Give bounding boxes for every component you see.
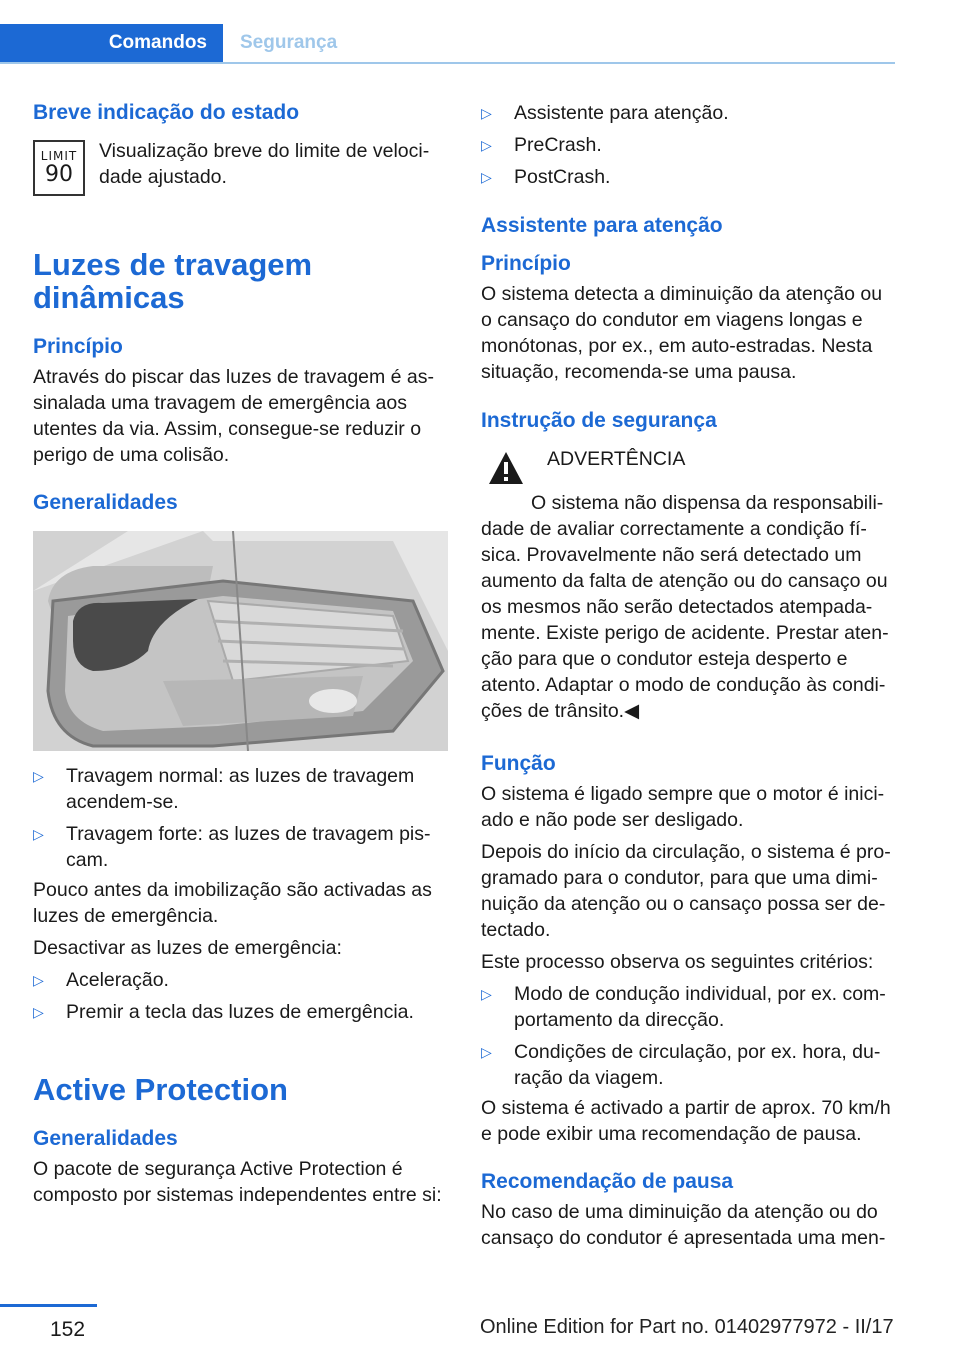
funcao-text-2: Depois do início da circulação, o sistema é pro‐gramado para o condutor, para que uma dimi‐nuição da atenção ou o cansaço possa ser de‐tectado.	[481, 841, 891, 941]
brake-bullets	[33, 763, 448, 873]
deactivate-text: Desactivar as luzes de emergência:	[33, 937, 342, 959]
tail-light-photo	[33, 531, 448, 751]
brief-status-row	[33, 138, 448, 196]
attention-assist-title: Assistente para atenção	[481, 214, 723, 237]
warning-heading: ADVERTÊNCIA	[547, 448, 686, 470]
list-item: ▷ Premir a tecla das luzes de emergência.	[33, 1001, 414, 1023]
tail-light-illustration	[33, 531, 448, 751]
principio-title: Princípio	[33, 335, 123, 358]
triangle-bullet-icon: ▷	[33, 826, 44, 842]
limit-label: LIMIT	[40, 149, 78, 163]
warning-text: O sistema não dispensa da responsabili‐dade de avaliar correctamente a condição fí‐sica. Provavelmente não será detectado um aumento da falta de atenção ou do cansaço ou os mesmos não serão detectados atempada‐mente. Existe perigo de acidente. Prestar aten‐ção para que o condutor esteja desperto e atento. Adaptar o modo de condução às condi‐ções de trânsito.◀	[481, 492, 889, 722]
tab-seguranca[interactable]: Segurança	[240, 32, 338, 53]
list-item: ▷ Travagem normal: as luzes de travagem acendem-se.	[33, 765, 415, 813]
safety-instruction-title: Instrução de segurança	[481, 409, 717, 432]
emergency-lights-text: Pouco antes da imobilização são activadas as luzes de emergência.	[33, 879, 432, 927]
deactivate-bullets	[33, 967, 448, 1025]
list-item: ▷ PreCrash.	[481, 134, 602, 156]
principio-text-right: O sistema detecta a diminuição da atenção ou o cansaço do condutor em viagens longas e monótonas, por ex., em auto-estradas. Nesta situação, recomenda-se uma pausa.	[481, 283, 883, 383]
ap-bullets	[481, 100, 896, 190]
limit-value: 90	[45, 162, 73, 187]
brief-status-title: Breve indicação do estado	[33, 101, 300, 124]
ap-text: O pacote de segurança Active Protection é composto por sistemas independentes entre si:	[33, 1158, 442, 1206]
warning-triangle-icon	[481, 450, 531, 486]
right-column	[481, 100, 896, 1251]
brief-status-text: Visualização breve do limite de veloci‐dade ajustado.	[99, 140, 430, 188]
page-number: 152	[50, 1318, 86, 1341]
tab-comandos[interactable]: Comandos	[0, 24, 223, 62]
active-protection-title: Active Protection	[33, 1072, 288, 1107]
triangle-bullet-icon: ▷	[481, 105, 492, 121]
warning-block	[481, 446, 896, 486]
pause-text: No caso de uma diminuição da atenção ou do cansaço do condutor é apresentada uma men‐	[481, 1201, 886, 1249]
triangle-bullet-icon: ▷	[481, 137, 492, 153]
funcao-text-1: O sistema é ligado sempre que o motor é inici‐ado e não pode ser desligado.	[481, 783, 885, 831]
ap-generalidades-title: Generalidades	[33, 1127, 178, 1150]
criteria-bullets	[481, 981, 896, 1091]
funcao-text-3: Este processo observa os seguintes critérios:	[481, 951, 874, 973]
triangle-bullet-icon: ▷	[481, 169, 492, 185]
list-item: ▷ Modo de condução individual, por ex. com‐portamento da direcção.	[481, 983, 886, 1031]
list-item: ▷ Aceleração.	[33, 969, 169, 991]
footer-accent-line	[0, 1304, 97, 1307]
triangle-bullet-icon: ▷	[33, 1004, 44, 1020]
list-item: ▷ Assistente para atenção.	[481, 102, 729, 124]
speed-limit-icon	[33, 140, 85, 196]
edition-text: Online Edition for Part no. 01402977972 - II/17	[480, 1316, 894, 1338]
generalidades-title: Generalidades	[33, 491, 178, 514]
triangle-bullet-icon: ▷	[481, 1044, 492, 1060]
principio-title-right: Princípio	[481, 252, 571, 275]
funcao-title: Função	[481, 752, 556, 775]
funcao-text-4: O sistema é activado a partir de aprox. 70 km/h e pode exibir uma recomendação de pausa.	[481, 1097, 891, 1145]
triangle-bullet-icon: ▷	[33, 768, 44, 784]
dynamic-brake-lights-title: Luzes de travagem dinâmicas	[33, 247, 313, 315]
list-item: ▷ PostCrash.	[481, 166, 611, 188]
triangle-bullet-icon: ▷	[481, 986, 492, 1002]
principio-text: Através do piscar das luzes de travagem é as‐sinalada uma travagem de emergência aos utentes da via. Assim, consegue-se reduzir o perigo de uma colisão.	[33, 366, 435, 466]
left-column	[33, 100, 448, 1208]
list-item: ▷ Travagem forte: as luzes de travagem pis‐cam.	[33, 823, 431, 871]
list-item: ▷ Condições de circulação, por ex. hora, du‐ração da viagem.	[481, 1041, 881, 1089]
pause-recommendation-title: Recomendação de pausa	[481, 1170, 734, 1193]
triangle-bullet-icon: ▷	[33, 972, 44, 988]
